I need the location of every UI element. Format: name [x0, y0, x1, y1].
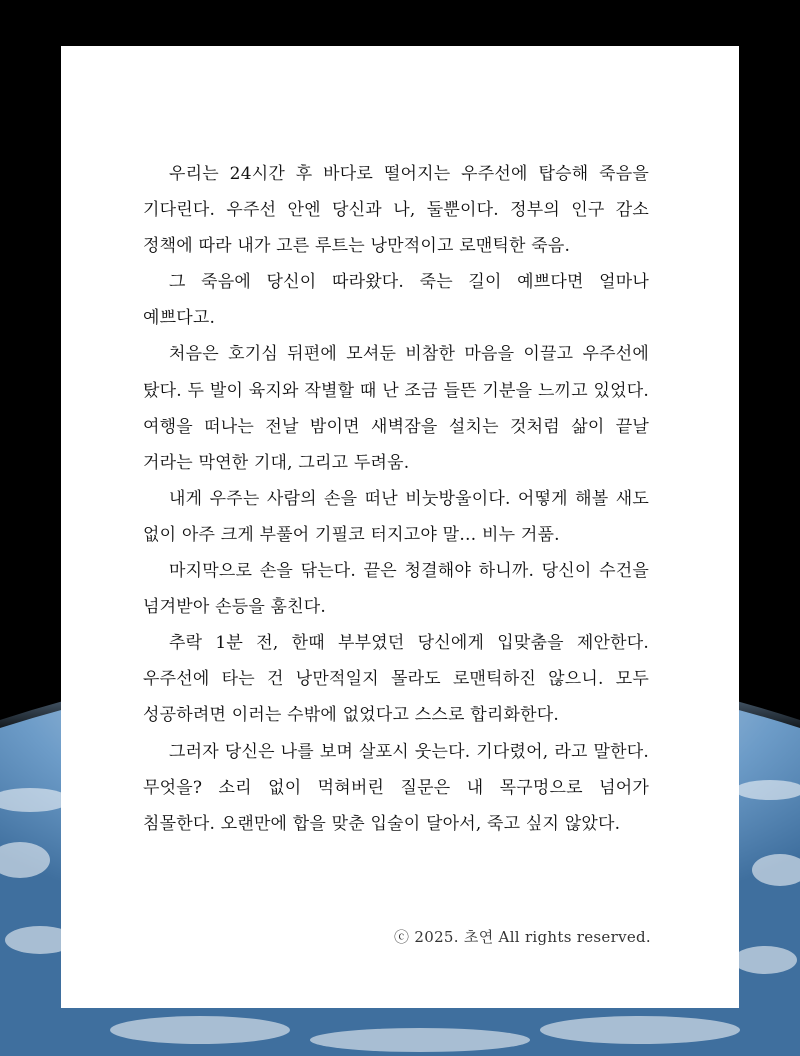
story-text: [143, 156, 649, 842]
story-paragraph-7: 그러자 당신은 나를 보며 살포시 웃는다. 기다렸어, 라고 말한다. 무엇을? 소리 없이 먹혀버린 질문은 내 목구멍으로 넘어가 침몰한다. 오랜만에 합을 맞춘 입술이 달아서, 죽고 싶지 않았다.: [143, 741, 649, 834]
document-page: [61, 46, 739, 1008]
story-paragraph-6: 추락 1분 전, 한때 부부였던 당신에게 입맞춤을 제안한다. 우주선에 타는 건 낭만적일지 몰라도 로맨틱하진 않으니. 모두 성공하려면 이러는 수밖에 없었다고 스스로 합리화한다.: [143, 633, 649, 726]
story-paragraph-2: 그 죽음에 당신이 따라왔다. 죽는 길이 예쁘다면 얼마나 예쁘다고.: [143, 272, 649, 329]
story-paragraph-5: 마지막으로 손을 닦는다. 끝은 청결해야 하니까. 당신이 수건을 넘겨받아 손등을 훔친다.: [143, 561, 649, 618]
story-paragraph-3: 처음은 호기심 뒤편에 모셔둔 비참한 마음을 이끌고 우주선에 탔다. 두 발이 육지와 작별할 때 난 조금 들뜬 기분을 느끼고 있었다. 여행을 떠나는 전날 밤이면 새벽잠을 설치는 것처럼 삶이 끝날 거라는 막연한 기대, 그리고 두려움.: [143, 344, 649, 473]
copyright-notice: ⓒ 2025. 초연 All rights reserved.: [394, 928, 651, 946]
story-paragraph-4: 내게 우주는 사람의 손을 떠난 비눗방울이다. 어떻게 해볼 새도 없이 아주 크게 부풀어 기필코 터지고야 말… 비누 거품.: [143, 488, 649, 545]
story-paragraph-1: 우리는 24시간 후 바다로 떨어지는 우주선에 탑승해 죽음을 기다린다. 우주선 안엔 당신과 나, 둘뿐이다. 정부의 인구 감소 정책에 따라 내가 고른 루트는 낭만적이고 로맨틱한 죽음.: [143, 164, 649, 257]
